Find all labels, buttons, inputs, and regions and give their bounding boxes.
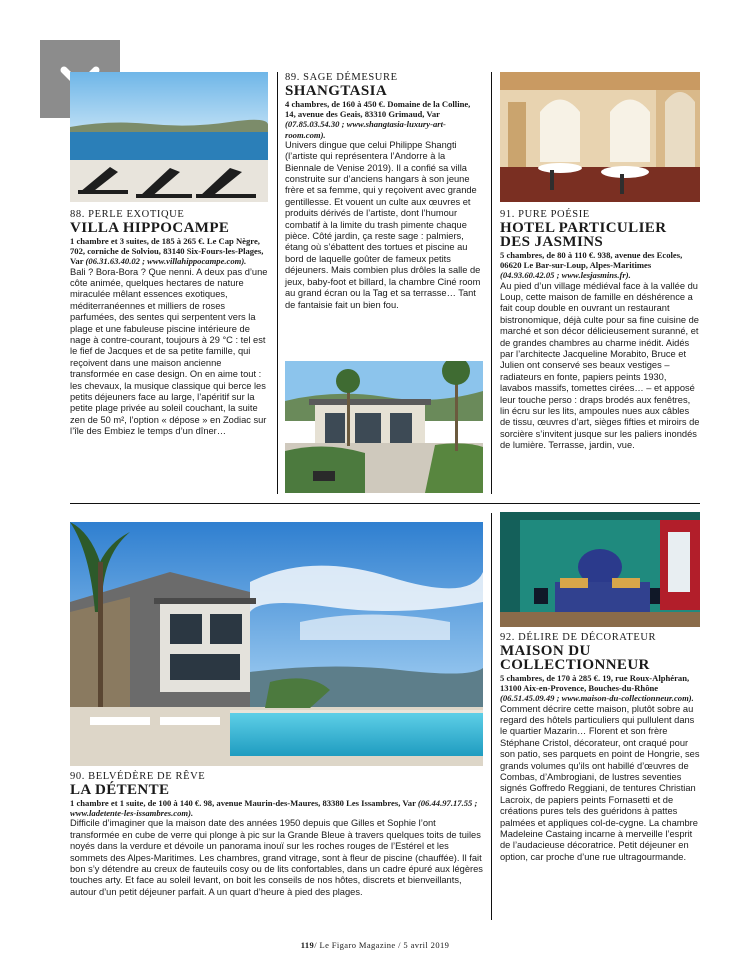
entry-info-contact: (04.93.60.42.05 ; www.lesjasmins.fr).	[500, 270, 631, 281]
entry-body: Comment décrire cette maison, plutôt sobre au regard des hôtels particuliers qui pullulent dans le quartier Mazarin… Florent et son frère Stéphane Cristol, décorateur, ont craqué pour son patio, ses parquets en point de Hongrie, ses grands volumes qu’ils ont habillé d’œuvres de Combas, d’Ambrogiani, de lustres seventies signés Goffredo Reggiani, de tentures Christian Lacroix, de papiers peints Fornasetti et de créations pures tels des guéridons à pattes palmées et appliques col-de-cygne. La chambre Madeleine Castaing incarne à merveille l’esprit de l’audacieuse décoratrice. Petit déjeuner en option, car proche d’une rue ultragourmande.	[500, 703, 700, 862]
photo-villa-palms	[285, 361, 483, 493]
entry-kicker: 89. SAGE DÉMESURE	[285, 72, 398, 83]
entry-info-contact: (06.31.63.40.02 ; www.villahippocampe.com).	[85, 256, 247, 267]
entry-kicker: 92. DÉLIRE DE DÉCORATEUR	[500, 632, 657, 643]
photo-pool-villa	[70, 522, 483, 766]
entry-kicker: 88. PERLE EXOTIQUE	[70, 209, 185, 220]
entry-kicker: 91. PURE POÉSIE	[500, 209, 590, 220]
page-footer	[0, 940, 750, 950]
entry-body: Difficile d’imaginer que la maison date des années 1950 depuis que Gilles et Sophie l’ont transformée en cube de verre qui plonge à pic sur la Grande Bleue à travers quelques toits de tuiles noyés dans la verdure et dévoile un panorama inouï sur les roches rouges de l’Estérel et les sommets des Alpes-Maritimes. Les chambres, grand vitrage, sont à fleur de piscine (chauffée). Il fait bon s’y détendre au creux de fauteuils cosy ou de lits confortables, dans un cadre épuré aux légères touches arty. Et face au soleil levant, on boit les conseils de nos hôtes, discrets et bienveillants, autour d’un petit déjeuner parfait. A un quart d’heure à pied des plages.	[70, 818, 483, 897]
entry-info	[500, 673, 700, 704]
photo-bedroom	[500, 512, 700, 627]
entry-shangtasia	[285, 72, 483, 311]
entry-title: SHANGTASIA	[285, 83, 388, 99]
entry-la-detente	[70, 771, 483, 898]
column-rule	[491, 513, 492, 920]
entry-title: VILLA HIPPOCAMPE	[70, 220, 230, 236]
page-number: 119	[300, 940, 315, 950]
entry-body: Au pied d’un village médiéval face à la vallée du Loup, cette maison de famille en déshérence a fait coup double en ouvrant un restaurant bistronomique, déjà culte pour sa fine cuisine de marché et son décor délicieusement suranné, et de grandes chambres au charme inédit. Aidés par l’architecte Jacqueline Morabito, Bruce et Julien ont conservé ses beaux vestiges – radiateurs en fonte, papiers peints 1930, lavabos massifs, tomettes cirées… – et apposé leur touche perso : draps brodés aux fenêtres, lin écru sur les lits, ampoules nues aux câbles de tissu, œuvres d’art, sièges fifties et miroirs de sorcière s’invitent jusque sur les paliers inondés de lumière. Terrasse, jardin, vue.	[500, 280, 700, 451]
section-rule	[70, 503, 700, 504]
entry-info	[500, 250, 700, 281]
entry-hotel-jasmins	[500, 209, 700, 452]
photo-beach-loungers	[70, 72, 268, 202]
entry-title: LA DÉTENTE	[70, 782, 170, 798]
entry-info	[285, 99, 483, 140]
entry-info-main: 4 chambres, de 160 à 450 €. Domaine de la Colline, 14, avenue des Geais, 83310 Grimaud, Var	[285, 99, 471, 120]
entry-info-main: 1 chambre et 1 suite, de 100 à 140 €. 98, avenue Maurin-des-Maures, 83380 Les Issambres, Var	[70, 798, 416, 808]
entry-info-contact: (06.44.97.17.55 ; www.ladetente-les-issambres.com).	[70, 798, 478, 819]
entry-villa-hippocampe	[70, 209, 270, 438]
photo-restaurant-interior	[500, 72, 700, 202]
entry-info	[70, 236, 270, 267]
entry-info	[70, 798, 483, 818]
entry-info-main: 1 chambre et 3 suites, de 185 à 265 €. Le Cap Nègre, 702, corniche de Solviou, 83140 Six-Fours-les-Plages, Var	[70, 236, 264, 267]
entry-body: Bali ? Bora-Bora ? Que nenni. A deux pas d’une côte animée, quelques hectares de nature miraculée mêlant essences exotiques, méditerranéennes et milliers de roses parfumées, des sentes qui serpentent vers la plage et une fabuleuse piscine intérieure de nage à contre-courant, toujours à 29 °C : tel est le fief de Jacques et de sa petite famille, qui reçoivent dans une maison ancienne transformée en case design. On en aime tout : les chevaux, la musique classique qui berce les petits déjeuners face au large, l’apéritif sur la petite plage privée au soleil couchant, la suite zen de 50 m², l’option « dépose » en Zodiac sur l’île des Embiez le temps d’un dîner…	[70, 266, 268, 437]
column-rule	[491, 72, 492, 494]
entry-title: MAISON DU COLLECTIONNEUR	[500, 643, 650, 673]
entry-maison-collectionneur	[500, 632, 700, 863]
entry-info-main: 5 chambres, de 80 à 110 €. 938, avenue des Ecoles, 06620 Le Bar-sur-Loup, Alpes-Maritimes	[500, 250, 683, 271]
entry-kicker: 90. BELVÉDÈRE DE RÊVE	[70, 771, 206, 782]
entry-info-contact: (06.51.45.09.49 ; www.maison-du-collectionneur.com).	[500, 693, 694, 704]
footer-publication: / Le Figaro Magazine / 5 avril 2019	[314, 940, 450, 950]
entry-info-contact: (07.85.03.54.30 ; www.shangtasia-luxury-art-room.com).	[285, 119, 446, 140]
entry-title: HOTEL PARTICULIER DES JASMINS	[500, 220, 667, 250]
entry-info-main: 5 chambres, de 170 à 285 €. 19, rue Roux-Alphéran, 13100 Aix-en-Provence, Bouches-du-Rhône	[500, 673, 690, 694]
entry-body: Univers dingue que celui Philippe Shangti (l’artiste qui représentera l’Andorre à la Biennale de Venise 2019). Il a confié sa villa construite sur d’anciens hangars à son jeune frère et sa femme, qui y reçoivent avec grande gentillesse. Et vouent un culte aux œuvres et produits dérivés de l’artiste, dont l’humour combatif à la limite du trash pimente chaque pièce. Côté jardin, ça reste sage : palmiers, étang où s’ébattent des tortues et piscine au bord de laquelle goûter de fameux petits déjeuners. Mais combien plus drôles la salle de jeux, baby-foot et billard, la chambre Ciné room au grand écran ou la Tag et sa terrasse… Tant de fantaisie fait un bien fou.	[285, 139, 481, 310]
column-rule	[277, 72, 278, 494]
